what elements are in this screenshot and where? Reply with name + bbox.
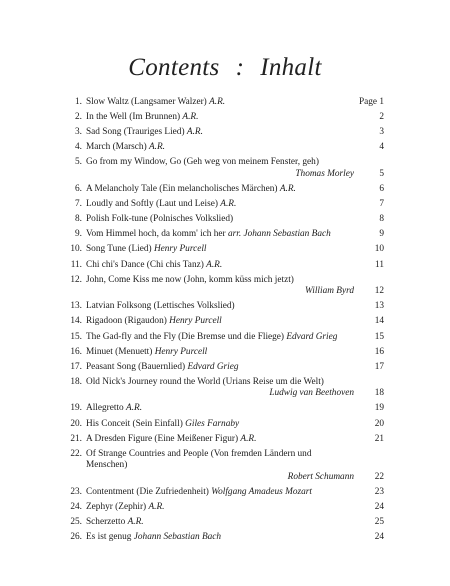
entry-number: 16.: [70, 346, 82, 357]
entry-body: [86, 275, 354, 298]
page-value: 11: [375, 259, 384, 270]
entry-number: 10.: [70, 244, 82, 255]
entry-page-number: [354, 260, 384, 272]
entry-number: 14.: [70, 316, 82, 327]
entry-page-number: [354, 403, 384, 415]
entry-title: A Dresden Figure (Eine Meißener Figur): [86, 433, 239, 444]
toc-entry: [62, 502, 384, 514]
toc-entry: [62, 487, 384, 499]
entry-number: 21.: [70, 433, 82, 444]
entry-page-number: [354, 502, 384, 514]
entry-title: Scherzetto: [86, 517, 126, 528]
toc-entry: [62, 214, 384, 226]
entry-credit: Thomas Morley: [295, 168, 354, 179]
entry-credit: A.R.: [127, 517, 144, 528]
entry-body: [86, 502, 354, 514]
entry-page-number: [354, 142, 384, 154]
title-english: Contents: [128, 54, 220, 81]
toc-entry: [62, 112, 384, 124]
page-value: 14: [374, 316, 384, 327]
page-value: 6: [379, 184, 384, 195]
page-value: 13: [374, 301, 384, 312]
entry-number: 13.: [70, 301, 82, 312]
title-german: Inhalt: [260, 54, 322, 81]
entry-credit: A.R.: [182, 112, 199, 123]
toc-entry: [62, 97, 384, 109]
entry-title: Es ist genug: [86, 532, 132, 543]
toc-entry: [62, 127, 384, 139]
entry-title: Peasant Song (Bauernlied): [86, 361, 186, 372]
entry-credit: A.R.: [209, 97, 226, 107]
entry-page-number: [354, 362, 384, 374]
page-value: 18: [374, 388, 384, 399]
entry-body: [86, 260, 354, 272]
entry-title: Slow Waltz (Langsamer Walzer): [86, 97, 207, 107]
entry-credit: Wolfgang Amadeus Mozart: [211, 487, 312, 498]
toc-entry: [62, 362, 384, 374]
toc-entry: [62, 157, 384, 180]
entry-body: [86, 419, 354, 431]
page-value: 23: [374, 487, 384, 498]
page-value: 19: [374, 403, 384, 414]
page-value: 15: [374, 331, 384, 342]
entry-number: 19.: [70, 403, 82, 414]
page-value: 9: [379, 229, 384, 240]
toc-entry: [62, 347, 384, 359]
entry-page-number: [354, 434, 384, 446]
page-value: 24: [374, 502, 384, 513]
entry-credit: A.R.: [148, 502, 165, 513]
entry-body: [86, 157, 354, 180]
toc-entry: [62, 184, 384, 196]
page-value: 12: [374, 286, 384, 297]
entry-title: The Gad-fly and the Fly (Die Bremse und die Fliege): [86, 331, 285, 342]
entry-page-number: [354, 112, 384, 124]
entry-title: Contentment (Die Zufriedenheit): [86, 487, 209, 498]
page-value: 16: [374, 346, 384, 357]
toc-entry: [62, 260, 384, 272]
entry-title: Sad Song (Trauriges Lied): [86, 127, 185, 138]
entry-body: [86, 199, 354, 211]
entry-credit: A.R.: [206, 259, 223, 270]
toc-entry: [62, 244, 384, 256]
title-separator: :: [235, 54, 245, 81]
entry-credit: A.R.: [186, 127, 203, 138]
entry-body: [86, 127, 354, 139]
entry-body: [86, 487, 354, 499]
entry-page-number: [354, 517, 384, 529]
entry-body: [86, 332, 354, 344]
entry-body: [86, 142, 354, 154]
entry-number: 1.: [75, 97, 82, 107]
entry-number: 6.: [75, 184, 82, 195]
page-value: 22: [374, 471, 384, 482]
table-of-contents: [62, 97, 384, 544]
entry-body: [86, 377, 354, 400]
entry-title: Song Tune (Lied): [86, 244, 152, 255]
toc-entry: [62, 517, 384, 529]
entry-body: [86, 316, 354, 328]
entry-page-number: [354, 184, 384, 196]
entry-number: 3.: [75, 127, 82, 138]
entry-credit: A.R.: [126, 403, 143, 414]
entry-number: 12.: [70, 274, 82, 285]
entry-title: Latvian Folksong (Lettisches Volkslied): [86, 301, 235, 312]
page-value: 3: [379, 127, 384, 138]
entry-body: [86, 97, 340, 109]
entry-credit: Henry Purcell: [154, 346, 208, 357]
toc-entry: [62, 142, 384, 154]
entry-number: 11.: [70, 259, 82, 270]
entry-body: [86, 449, 354, 484]
entry-title: In the Well (Im Brunnen): [86, 112, 181, 123]
toc-entry: [62, 449, 384, 484]
entry-title: Zephyr (Zephir): [86, 502, 147, 513]
page-value: 21: [374, 433, 384, 444]
entry-page-number: [354, 301, 384, 313]
entry-body: [86, 301, 354, 313]
toc-entry: [62, 301, 384, 313]
entry-title: Vom Himmel hoch, da komm' ich her: [86, 229, 226, 240]
page-title: [0, 54, 450, 82]
entry-body: [86, 362, 354, 374]
entry-number: 2.: [75, 112, 82, 123]
entry-page-number: [354, 169, 384, 181]
entry-credit: A.R.: [149, 142, 166, 153]
page-value: 10: [374, 244, 384, 255]
entry-number: 15.: [70, 331, 82, 342]
toc-entry: [62, 229, 384, 241]
page-value: 20: [374, 418, 384, 429]
toc-entry: [62, 275, 384, 298]
entry-number: 9.: [75, 229, 82, 240]
page-value: 8: [379, 214, 384, 225]
entry-number: 18.: [70, 376, 82, 387]
entry-page-number: [340, 97, 384, 109]
entry-title: Allegretto: [86, 403, 124, 414]
entry-body: [86, 403, 354, 415]
entry-credit: Robert Schumann: [287, 471, 354, 482]
entry-body: [86, 112, 354, 124]
toc-entry: [62, 316, 384, 328]
entry-credit: A.R.: [279, 184, 296, 195]
entry-body: [86, 434, 354, 446]
entry-body: [86, 347, 354, 359]
entry-body: [86, 184, 354, 196]
toc-entry: [62, 403, 384, 415]
entry-title: His Conceit (Sein Einfall): [86, 418, 183, 429]
entry-page-number: [354, 419, 384, 431]
page-value: 17: [374, 361, 384, 372]
page-value: 7: [379, 199, 384, 210]
entry-title: Minuet (Menuett): [86, 346, 153, 357]
entry-title: Polish Folk-tune (Polnisches Volkslied): [86, 214, 234, 225]
page-value: 2: [379, 112, 384, 123]
entry-credit: arr. Johann Sebastian Bach: [227, 229, 331, 240]
entry-page-number: [354, 472, 384, 484]
page-value: 25: [374, 517, 384, 528]
page-label: Page: [358, 97, 378, 107]
entry-credit: A.R.: [220, 199, 237, 210]
entry-title: Loudly and Softly (Laut und Leise): [86, 199, 218, 210]
entry-body: [86, 244, 354, 256]
entry-page-number: [354, 286, 384, 298]
entry-number: 7.: [75, 199, 82, 210]
entry-page-number: [354, 127, 384, 139]
entry-number: 26.: [70, 532, 82, 543]
entry-credit: William Byrd: [305, 286, 354, 297]
entry-page-number: [354, 214, 384, 226]
entry-number: 17.: [70, 361, 82, 372]
entry-body: [86, 229, 354, 241]
entry-credit: Johann Sebastian Bach: [133, 532, 222, 543]
entry-body: [86, 517, 354, 529]
entry-title: Old Nick's Journey round the World (Urians Reise um die Welt): [86, 376, 324, 387]
toc-entry: [62, 332, 384, 344]
entry-title: John, Come Kiss me now (John, komm küss mich jetzt): [86, 274, 294, 285]
entry-title: March (Marsch): [86, 142, 147, 153]
entry-page-number: [354, 388, 384, 400]
toc-entry: [62, 434, 384, 446]
entry-credit: Edvard Grieg: [187, 361, 239, 372]
entry-number: 4.: [75, 142, 82, 153]
entry-page-number: [354, 199, 384, 211]
entry-title: Chi chi's Dance (Chi chis Tanz): [86, 259, 204, 270]
entry-title: Go from my Window, Go (Geh weg von meinem Fenster, geh): [86, 157, 319, 168]
entry-number: 5.: [75, 157, 82, 168]
entry-title: Rigadoon (Rigaudon): [86, 316, 167, 327]
page-value: 24: [374, 532, 384, 543]
toc-entry: [62, 199, 384, 211]
page-value: 5: [379, 168, 384, 179]
entry-number: 23.: [70, 487, 82, 498]
entry-credit: Henry Purcell: [169, 316, 222, 327]
entry-number: 22.: [70, 448, 82, 459]
entry-number: 24.: [70, 502, 82, 513]
entry-credit: A.R.: [240, 433, 257, 444]
entry-credit: Henry Purcell: [153, 244, 207, 255]
entry-page-number: [354, 532, 384, 544]
entry-title: Of Strange Countries and People (Von fremden Ländern und Menschen): [86, 448, 312, 471]
entry-body: [86, 214, 354, 226]
entry-credit: Giles Farnaby: [185, 418, 240, 429]
entry-title: A Melancholy Tale (Ein melancholisches Märchen): [86, 184, 278, 195]
entry-page-number: [354, 347, 384, 359]
entry-page-number: [354, 316, 384, 328]
entry-number: 25.: [70, 517, 82, 528]
toc-entry: [62, 419, 384, 431]
entry-number: 20.: [70, 418, 82, 429]
entry-page-number: [354, 332, 384, 344]
entry-number: 8.: [75, 214, 82, 225]
entry-page-number: [354, 244, 384, 256]
page-value: 4: [379, 142, 384, 153]
toc-entry: [62, 377, 384, 400]
entry-credit: Ludwig van Beethoven: [269, 388, 354, 399]
page-value: 1: [379, 97, 384, 107]
entry-body: [86, 532, 354, 544]
entry-credit: Edvard Grieg: [286, 331, 338, 342]
toc-entry: [62, 532, 384, 544]
entry-page-number: [354, 487, 384, 499]
entry-page-number: [354, 229, 384, 241]
